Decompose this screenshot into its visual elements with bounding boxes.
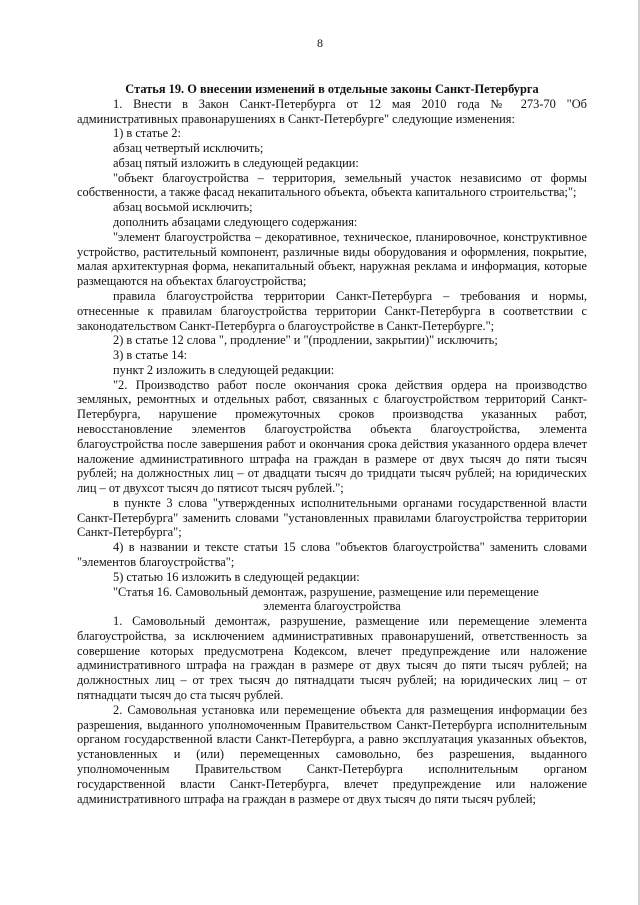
paragraph-8: "элемент благоустройства – декоративное, техническое, планировочное, конструктивное устройство, растительный компонент, различные виды оборудования и оформления, покрытие, малая архитектурная форма, некапитальный объект, наружная реклама и информация, которые размещаются на объектах благоустройства;	[77, 229, 587, 289]
paragraph-5: "объект благоустройства – территория, земельный участок независимо от формы собственности, а также фасад некапитального объекта, объекта капитального строительства;";	[77, 170, 587, 200]
paragraph-1: 1. Внести в Закон Санкт-Петербурга от 12 мая 2010 года № 273-70 "Об административных правонарушениях в Санкт-Петербурге" следующие изменения:	[77, 96, 587, 126]
paragraph-17: 1. Самовольный демонтаж, разрушение, размещение или перемещение элемента благоустройства, за исключением административных правонарушений, ответственность за совершение которых предусмотрена Кодексом, влечет предупреждение или наложение административного штрафа на граждан в размере от двух тысяч до пяти тысяч рублей; на должностных лиц – от трех тысяч до пятнадцати тысяч рублей; на юридических лиц – от пятнадцати тысяч до ста тысяч рублей.	[77, 614, 587, 703]
paragraph-2: 1) в статье 2:	[113, 126, 181, 141]
paragraph-18: 2. Самовольная установка или перемещение объекта для размещения информации без разрешения, выданного уполномоченным Правительством Санкт-Петербурга исполнительным органом государственной власти Санкт-Петербурга, а равно эксплуатация указанных объектов, установленных и (или) перемещенных самовольно, без разрешения, выданного уполномоченным Правительством Санкт-Петербурга исполнительным органом государственной власти Санкт-Петербурга, влечет предупреждение или наложение административного штрафа на граждан в размере от двух тысяч до пяти тысяч рублей;	[77, 702, 587, 806]
paragraph-3: абзац четвертый исключить;	[113, 141, 264, 156]
paragraph-11: 3) в статье 14:	[113, 348, 188, 363]
article-16-heading-line2: элемента благоустройства	[263, 599, 401, 614]
paragraph-9: правила благоустройства территории Санкт-Петербурга – требования и нормы, отнесенные к правилам благоустройства территории Санкт-Петербурга в соответствии с законодательством Санкт-Петербурга о благоустройстве в Санкт-Петербурге.";	[77, 288, 587, 333]
paragraph-13: "2. Производство работ после окончания срока действия ордера на производство земляных, ремонтных и отдельных работ, связанных с благоустройством территорий Санкт-Петербурга, нарушение промежуточных сроков производства указанных работ, невосстановление элементов благоустройства объекта благоустройства, элемента благоустройства после завершения работ и окончания срока действия указанного ордера влечет наложение административного штрафа на граждан в размере от двух тысяч до пяти тысяч рублей; на должностных лиц – от двадцати тысяч до тридцати тысяч рублей; на юридических лиц – от двухсот тысяч до пятисот тысяч рублей.";	[77, 377, 587, 496]
paragraph-15: 4) в названии и тексте статьи 15 слова "объектов благоустройства" заменить словами "элементов благоустройства";	[77, 540, 587, 569]
article-title: Статья 19. О внесении изменений в отдельные законы Санкт-Петербурга	[125, 82, 539, 96]
paragraph-14: в пункте 3 слова "утвержденных исполнительными органами государственной власти Санкт-Петербурга" заменить словами "установленных правилами благоустройства территории Санкт-Петербурга";	[77, 495, 587, 540]
paragraph-7: дополнить абзацами следующего содержания:	[113, 215, 358, 230]
article-16-heading: "Статья 16. Самовольный демонтаж, разрушение, размещение или перемещение	[113, 584, 539, 599]
document-body	[77, 82, 587, 806]
page-number: 8	[317, 36, 323, 50]
paragraph-4: абзац пятый изложить в следующей редакции:	[113, 155, 359, 170]
paragraph-10: 2) в статье 12 слова ", продление" и "(продлении, закрытии)" исключить;	[113, 333, 498, 348]
paragraph-16: 5) статью 16 изложить в следующей редакции:	[113, 569, 360, 584]
paragraph-12: пункт 2 изложить в следующей редакции:	[113, 362, 335, 377]
paragraph-6: абзац восьмой исключить;	[113, 200, 253, 215]
